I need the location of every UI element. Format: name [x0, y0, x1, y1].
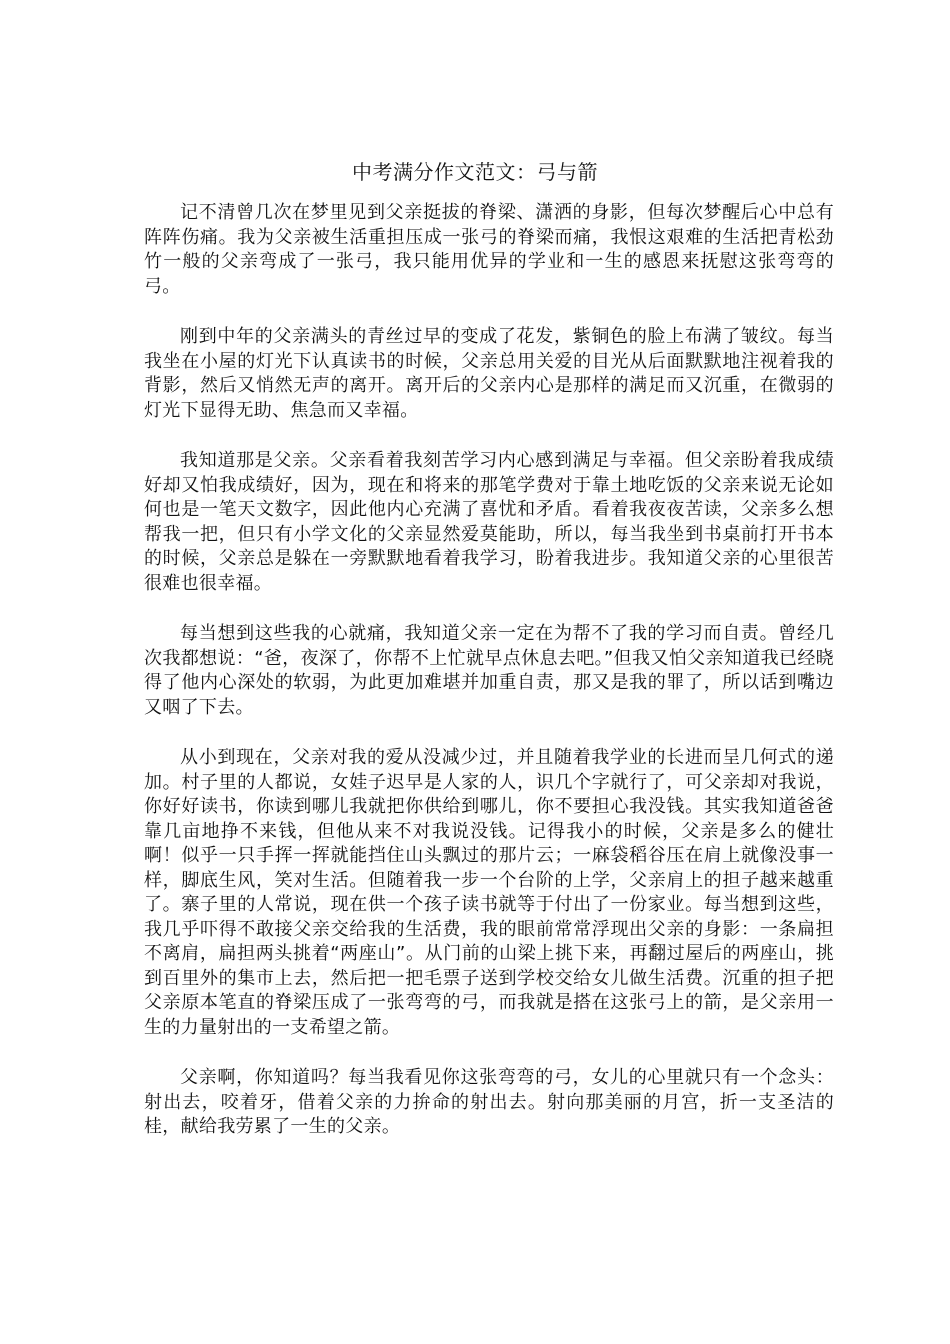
paragraph-6: 父亲啊，你知道吗？每当我看见你这张弯弯的弓，女儿的心里就只有一个念头：射出去，咬着牙，借着父亲的力拚命的射出去。射向那美丽的月宫，折一支圣洁的桂，献给我劳累了一生的父亲。 [144, 1067, 834, 1137]
paragraph-1: 记不清曾几次在梦里见到父亲挺拔的脊梁、潇洒的身影，但每次梦醒后心中总有阵阵伤痛。我为父亲被生活重担压成一张弓的脊梁而痛，我恨这艰难的生活把青松劲竹一般的父亲弯成了一张弓，我只能用优异的学业和一生的感恩来抚慰这张弯弯的弓。 [144, 202, 834, 297]
paragraph-4: 每当想到这些我的心就痛，我知道父亲一定在为帮不了我的学习而自责。曾经几次我都想说：“爸，夜深了，你帮不上忙就早点休息去吧。”但我又怕父亲知道我已经晓得了他内心深处的软弱，为此更加难堪并加重自责，那又是我的罪了，所以话到嘴边又咽了下去。 [144, 623, 834, 718]
document-title: 中考满分作文范文：弓与箭 [352, 160, 598, 184]
paragraph-3: 我知道那是父亲。父亲看着我刻苦学习内心感到满足与幸福。但父亲盼着我成绩好却又怕我成绩好，因为，现在和将来的那笔学费对于靠土地吃饭的父亲来说无论如何也是一笔天文数字，因此他内心充满了喜忧和矛盾。看着我夜夜苦读，父亲多么想帮我一把，但只有小学文化的父亲显然爱莫能助，所以，每当我坐到书桌前打开书本的时候，父亲总是躲在一旁默默地看着我学习，盼着我进步。我知道父亲的心里很苦很难也很幸福。 [144, 450, 834, 594]
paragraph-2: 刚到中年的父亲满头的青丝过早的变成了花发，紫铜色的脸上布满了皱纹。每当我坐在小屋的灯光下认真读书的时候，父亲总用关爱的目光从后面默默地注视着我的背影，然后又悄然无声的离开。离开后的父亲内心是那样的满足而又沉重，在微弱的灯光下显得无助、焦急而又幸福。 [144, 326, 834, 421]
paragraph-5: 从小到现在，父亲对我的爱从没减少过，并且随着我学业的长进而呈几何式的递加。村子里的人都说，女娃子迟早是人家的人，识几个字就行了，可父亲却对我说，你好好读书，你读到哪儿我就把你供给到哪儿，你不要担心我没钱。其实我知道爸爸靠几亩地挣不来钱，但他从来不对我说没钱。记得我小的时候，父亲是多么的健壮啊！似乎一只手挥一挥就能挡住山头飘过的那片云；一麻袋稻谷压在肩上就像没事一样，脚底生风，笑对生活。但随着我一步一个台阶的上学，父亲肩上的担子越来越重了。寨子里的人常说，现在供一个孩子读书就等于付出了一份家业。每当想到这些，我几乎吓得不敢接父亲交给我的生活费，我的眼前常常浮现出父亲的身影：一条扁担不离肩，扁担两头挑着“两座山”。从门前的山梁上挑下来，再翻过屋后的两座山，挑到百里外的集市上去，然后把一把毛票子送到学校交给女儿做生活费。沉重的担子把父亲原本笔直的脊梁压成了一张弯弯的弓，而我就是搭在这张弓上的箭，是父亲用一生的力量射出的一支希望之箭。 [144, 747, 834, 1038]
document-body [144, 201, 834, 1140]
